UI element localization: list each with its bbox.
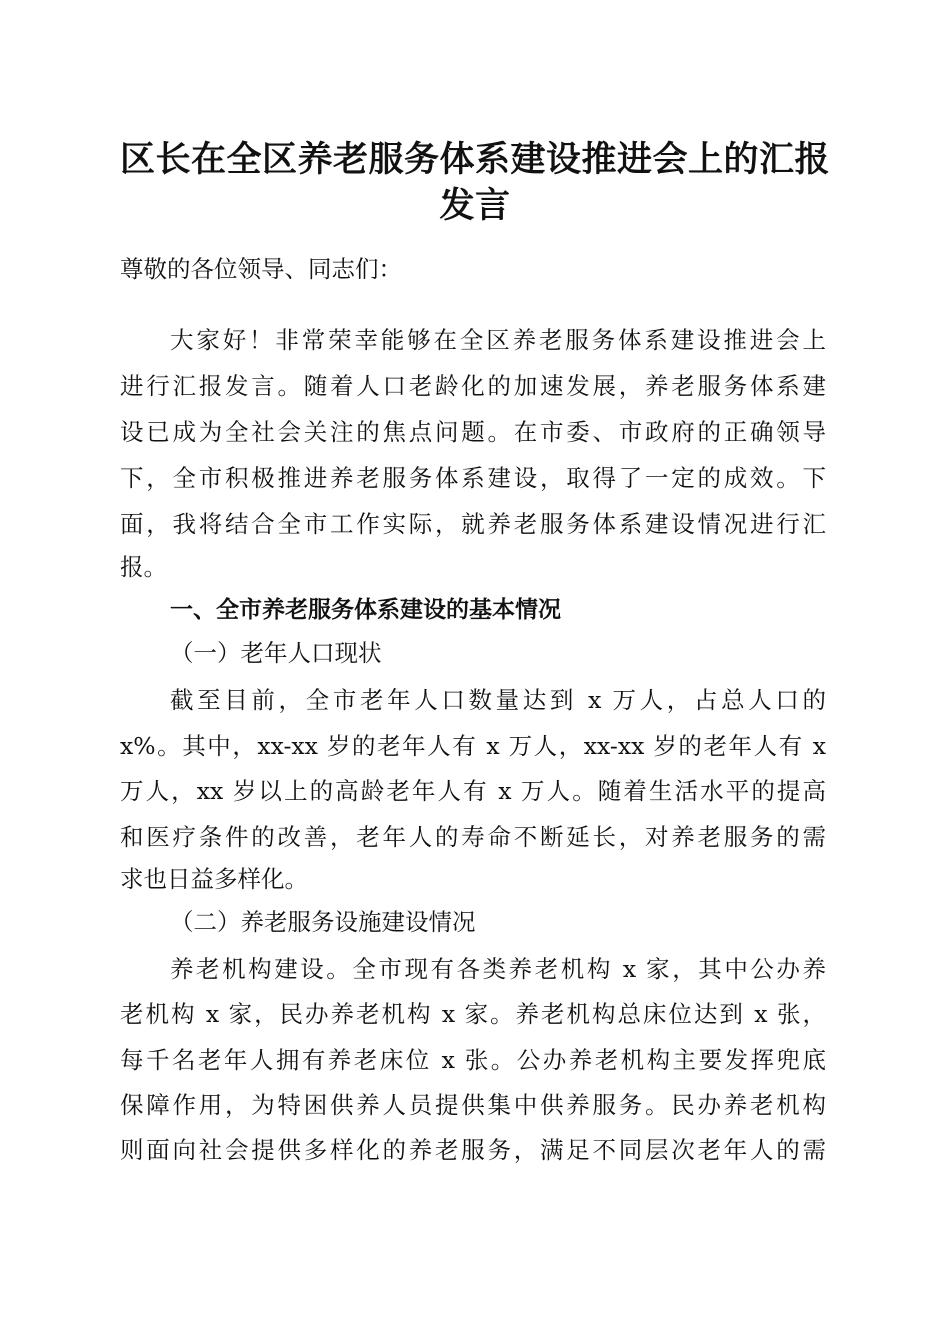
section-heading-1: 一、全市养老服务体系建设的基本情况 xyxy=(170,597,561,623)
intro-line: 设已成为全社会关注的焦点问题。在市委、市政府的正确领导 xyxy=(120,418,826,446)
paragraph-line: x%。其中，xx-xx 岁的老年人有 x 万人，xx-xx 岁的老年人有 x xyxy=(120,732,826,760)
subsection-heading-1: （一）老年人口现状 xyxy=(170,639,382,667)
subsection-heading-2: （二）养老服务设施建设情况 xyxy=(170,908,476,936)
paragraph-line: 和医疗条件的改善，老年人的寿命不断延长，对养老服务的需 xyxy=(120,823,826,851)
paragraph-line: 老机构 x 家，民办养老机构 x 家。养老机构总床位达到 x 张， xyxy=(120,1000,826,1028)
intro-line: 大家好！非常荣幸能够在全区养老服务体系建设推进会上 xyxy=(170,326,826,354)
paragraph-line: 求也日益多样化。 xyxy=(120,865,308,893)
paragraph-line: 养老机构建设。全市现有各类养老机构 x 家，其中公办养 xyxy=(170,955,826,983)
paragraph-line: 保障作用，为特困供养人员提供集中供养服务。民办养老机构 xyxy=(120,1091,826,1119)
intro-line: 报。 xyxy=(120,553,167,581)
intro-line: 进行汇报发言。随着人口老龄化的加速发展，养老服务体系建 xyxy=(120,372,826,400)
paragraph-line: 截至目前，全市老年人口数量达到 x 万人，占总人口的 xyxy=(170,686,826,714)
document-title-line-1: 区长在全区养老服务体系建设推进会上的汇报 xyxy=(119,139,830,180)
document-title-line-2: 发言 xyxy=(439,185,511,226)
paragraph-line: 每千名老年人拥有养老床位 x 张。公办养老机构主要发挥兜底 xyxy=(120,1046,826,1074)
intro-line: 面，我将结合全市工作实际，就养老服务体系建设情况进行汇 xyxy=(120,510,826,538)
salutation: 尊敬的各位领导、同志们： xyxy=(120,255,402,283)
intro-line: 下，全市积极推进养老服务体系建设，取得了一定的成效。下 xyxy=(120,464,826,492)
paragraph-line: 则面向社会提供多样化的养老服务，满足不同层次老年人的需 xyxy=(120,1136,826,1164)
paragraph-line: 万人，xx 岁以上的高龄老年人有 x 万人。随着生活水平的提高 xyxy=(120,777,826,805)
